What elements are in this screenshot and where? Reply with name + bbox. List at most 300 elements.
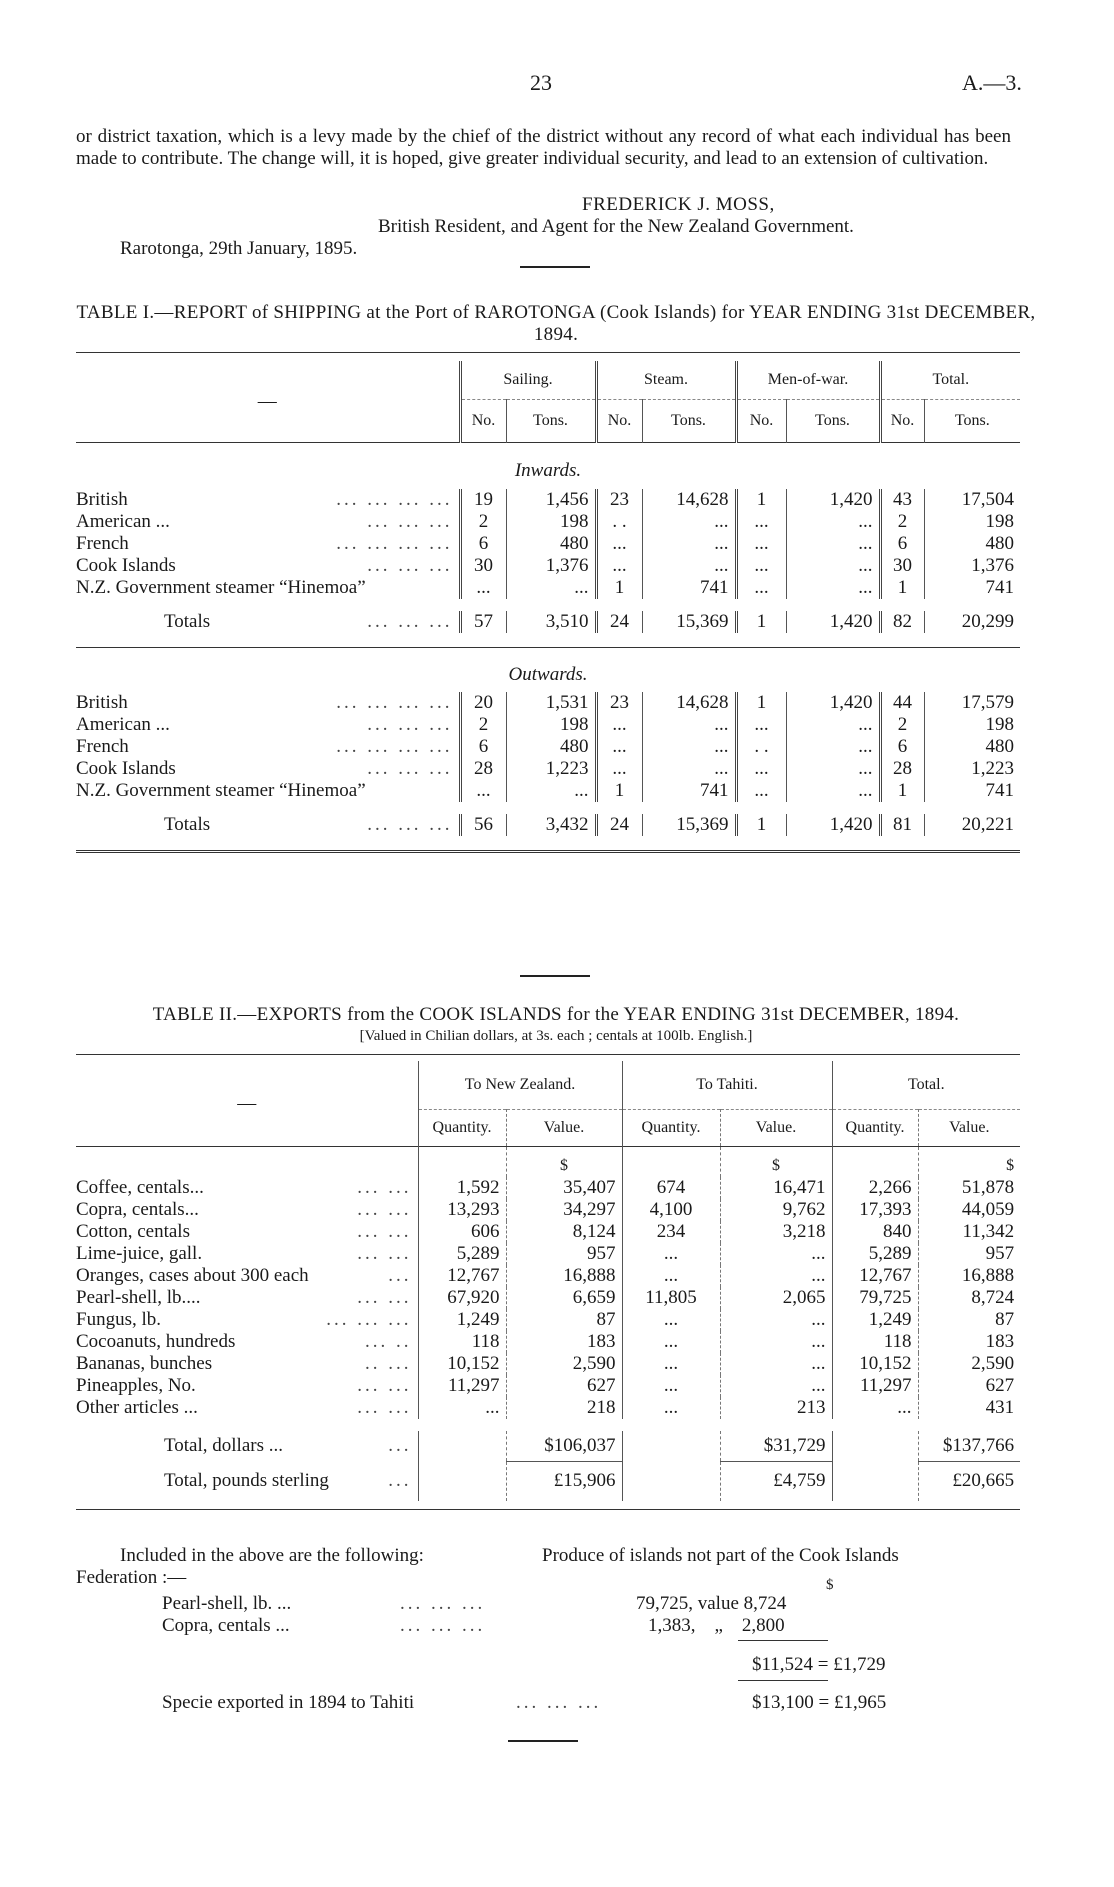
table-cell: 6,659 xyxy=(506,1287,622,1309)
sum-rule xyxy=(738,1640,828,1641)
table-cell: 6 xyxy=(460,533,506,555)
table-cell: 2 xyxy=(880,714,924,736)
table-cell: 17,579 xyxy=(924,692,1020,714)
table-cell: 234 xyxy=(622,1221,720,1243)
row-label-text: French xyxy=(76,736,129,757)
total-pounds-nz: £15,906 xyxy=(506,1461,622,1501)
pearl-shell-label: Pearl-shell, lb. ... xyxy=(162,1593,292,1614)
table-cell: 67,920 xyxy=(418,1287,506,1309)
leader-dots: ... ... ... xyxy=(367,714,453,735)
table-cell: 2 xyxy=(460,714,506,736)
table-row xyxy=(76,489,1020,511)
document-reference: A.—3. xyxy=(962,70,1022,95)
table2-header-tahiti: To Tahiti. xyxy=(622,1061,832,1110)
table-cell: 480 xyxy=(506,736,596,758)
table-cell: 20,221 xyxy=(924,814,1020,836)
row-label xyxy=(76,1243,418,1265)
table2-subheader: Quantity. xyxy=(418,1110,506,1147)
table-cell: ... xyxy=(736,714,786,736)
table-cell: 6 xyxy=(460,736,506,758)
table-cell: ... xyxy=(642,533,736,555)
leader-dots: ... ... ... xyxy=(326,1309,412,1330)
table-row xyxy=(76,1375,1020,1397)
section-divider xyxy=(508,1740,578,1742)
row-label-text: Other articles ... xyxy=(76,1397,198,1418)
table-cell: 198 xyxy=(924,511,1020,533)
table-cell: 44,059 xyxy=(918,1199,1020,1221)
table-cell: 1,420 xyxy=(786,489,880,511)
table-cell: ... xyxy=(596,758,642,780)
table-cell: 20,299 xyxy=(924,611,1020,633)
table-cell: 1,223 xyxy=(506,758,596,780)
leader-dots: ... ... ... ... xyxy=(336,692,453,713)
leader-dots: ... ... ... ... xyxy=(336,736,453,757)
leader-dots: ... ... xyxy=(357,1177,412,1198)
table-cell: 2 xyxy=(880,511,924,533)
table-cell: 13,293 xyxy=(418,1199,506,1221)
table-row xyxy=(76,780,1020,802)
row-label-text: Fungus, lb. xyxy=(76,1309,161,1330)
table-cell: 1 xyxy=(736,692,786,714)
table-cell: ... xyxy=(786,511,880,533)
table-cell: 1,249 xyxy=(832,1309,918,1331)
table-cell: 1,376 xyxy=(506,555,596,577)
table-row xyxy=(76,736,1020,758)
leader-dots: ... ... ... xyxy=(400,1615,486,1636)
pearl-shell-value: 79,725, value 8,724 xyxy=(636,1593,787,1614)
footnote-intro: Included in the above are the following: xyxy=(120,1545,424,1566)
table-cell: 118 xyxy=(418,1331,506,1353)
table-cell: ... xyxy=(596,714,642,736)
table-cell: 81 xyxy=(880,814,924,836)
table-cell: ... xyxy=(720,1375,832,1397)
row-label-text: N.Z. Government steamer “Hinemoa” xyxy=(76,780,366,801)
row-label xyxy=(76,555,460,577)
table-cell: ... xyxy=(642,511,736,533)
total-pounds-total: £20,665 xyxy=(918,1461,1020,1501)
signature-role: British Resident, and Agent for the New Zealand Government. xyxy=(378,216,854,237)
copra-value: 1,383, „ 2,800 xyxy=(648,1615,785,1636)
table-cell: ... xyxy=(736,533,786,555)
table-cell: 218 xyxy=(506,1397,622,1419)
table-cell: 1,531 xyxy=(506,692,596,714)
table2-subheader: Quantity. xyxy=(622,1110,720,1147)
table-cell: 87 xyxy=(918,1309,1020,1331)
table-row xyxy=(76,692,1020,714)
table1-header-sailing: Sailing. xyxy=(460,361,596,400)
table-cell: ... xyxy=(786,736,880,758)
row-label-text: Coffee, centals... xyxy=(76,1177,204,1198)
leader-dots: ... ... ... ... xyxy=(336,533,453,554)
table-cell: ... xyxy=(832,1397,918,1419)
table-cell: 741 xyxy=(924,780,1020,802)
table-cell: 5,289 xyxy=(832,1243,918,1265)
signature-name: FREDERICK J. MOSS, xyxy=(582,194,775,215)
table-row xyxy=(76,1199,1020,1221)
leader-dots: ... ... xyxy=(357,1199,412,1220)
row-label xyxy=(76,1353,418,1375)
table2-caption: TABLE II.—EXPORTS from the COOK ISLANDS for the YEAR ENDING 31st DECEMBER, 1894. xyxy=(152,1004,960,1025)
section-divider xyxy=(520,975,590,977)
leader-dots: ... ... ... xyxy=(516,1692,602,1713)
row-label-text: French xyxy=(76,533,129,554)
table-cell: 213 xyxy=(720,1397,832,1419)
row-label-text: British xyxy=(76,489,128,510)
table-row xyxy=(76,1243,1020,1265)
table-cell: ... xyxy=(460,780,506,802)
totals-row xyxy=(76,814,1020,836)
table-row xyxy=(76,714,1020,736)
total-pounds-tahiti: £4,759 xyxy=(720,1461,832,1501)
table1-header-steam: Steam. xyxy=(596,361,736,400)
row-label-text: Cocoanuts, hundreds xyxy=(76,1331,236,1352)
table-cell: 2,065 xyxy=(720,1287,832,1309)
leader-dots: ... xyxy=(388,1265,412,1286)
table-cell: 5,289 xyxy=(418,1243,506,1265)
table-cell: 11,342 xyxy=(918,1221,1020,1243)
table-row xyxy=(76,1221,1020,1243)
table-cell: 10,152 xyxy=(418,1353,506,1375)
table-cell: . . xyxy=(596,511,642,533)
leader-dots: ... ... ... xyxy=(367,511,453,532)
row-label xyxy=(76,1375,418,1397)
row-label xyxy=(76,692,460,714)
table-cell: 741 xyxy=(642,577,736,599)
table-cell: 1,249 xyxy=(418,1309,506,1331)
table-cell: ... xyxy=(642,555,736,577)
table1-subheader: No. xyxy=(736,400,786,443)
outwards-section-label: Outwards. xyxy=(508,664,588,685)
table-cell: ... xyxy=(786,714,880,736)
row-label xyxy=(76,1397,418,1419)
table-row xyxy=(76,1309,1020,1331)
table-cell: 1 xyxy=(596,780,642,802)
exports-table xyxy=(76,1054,1020,1510)
table-cell: 16,471 xyxy=(720,1177,832,1199)
table2-header-nz: To New Zealand. xyxy=(418,1061,622,1110)
table-row xyxy=(76,1331,1020,1353)
table-row xyxy=(76,1265,1020,1287)
leader-dots: ... ... ... xyxy=(367,611,453,632)
total-dollars-label: Total, dollars ... ... xyxy=(164,1435,412,1456)
table1-subheader: No. xyxy=(460,400,506,443)
table-cell: 6 xyxy=(880,736,924,758)
table-cell: ... xyxy=(622,1265,720,1287)
row-label-text: Cook Islands xyxy=(76,555,176,576)
total-dollars-tahiti: $31,729 xyxy=(720,1431,832,1461)
table-cell: 1,592 xyxy=(418,1177,506,1199)
intro-paragraph: or district taxation, which is a levy made by the chief of the district without any record of what each individual has been made to contribute. The change will, it is hoped, give greater individual security, and lead to an extension of cultivation. xyxy=(76,126,1011,169)
shipping-table xyxy=(76,352,1020,853)
table-cell: ... xyxy=(622,1353,720,1375)
row-label xyxy=(76,1199,418,1221)
row-label-text: American ... xyxy=(76,714,170,735)
totals-row xyxy=(76,611,1020,633)
leader-dots: ... ... xyxy=(357,1243,412,1264)
table1-subheader: No. xyxy=(880,400,924,443)
table-cell: 15,369 xyxy=(642,814,736,836)
table-cell: 1 xyxy=(596,577,642,599)
table-cell: 3,218 xyxy=(720,1221,832,1243)
row-label-text: British xyxy=(76,692,128,713)
table2-subheader: Value. xyxy=(506,1110,622,1147)
table-cell: 1,420 xyxy=(786,814,880,836)
table-cell: ... xyxy=(642,736,736,758)
table1-stub-header: — xyxy=(257,390,277,412)
table-row xyxy=(76,758,1020,780)
table-cell: 3,432 xyxy=(506,814,596,836)
row-label-text: Pineapples, No. xyxy=(76,1375,196,1396)
row-label xyxy=(76,1309,418,1331)
table-cell: 16,888 xyxy=(506,1265,622,1287)
leader-dots: ... ... xyxy=(357,1397,412,1418)
table-cell: 118 xyxy=(832,1331,918,1353)
table-cell: 198 xyxy=(506,714,596,736)
table-cell: 6 xyxy=(880,533,924,555)
table-cell: 20 xyxy=(460,692,506,714)
footnote-federation: Federation :— xyxy=(76,1567,187,1588)
table-cell: ... xyxy=(506,577,596,599)
leader-dots: ... ... xyxy=(357,1287,412,1308)
table-cell: ... xyxy=(736,780,786,802)
table-cell: 1 xyxy=(880,577,924,599)
table-cell: 183 xyxy=(506,1331,622,1353)
table-cell: 23 xyxy=(596,692,642,714)
table-cell: 19 xyxy=(460,489,506,511)
table-cell: ... xyxy=(720,1353,832,1375)
row-label xyxy=(76,1177,418,1199)
table-cell: 480 xyxy=(506,533,596,555)
copra-label: Copra, centals ... xyxy=(162,1615,290,1636)
table1-header-total: Total. xyxy=(880,361,1020,400)
table-cell: 2,266 xyxy=(832,1177,918,1199)
table-cell: 1,420 xyxy=(786,692,880,714)
table-cell: 183 xyxy=(918,1331,1020,1353)
table-cell: 30 xyxy=(460,555,506,577)
specie-value: $13,100 = £1,965 xyxy=(752,1692,887,1713)
table-cell: ... xyxy=(596,533,642,555)
row-label xyxy=(76,489,460,511)
row-label xyxy=(76,533,460,555)
row-label-text: Cook Islands xyxy=(76,758,176,779)
row-label-text: Bananas, bunches xyxy=(76,1353,213,1374)
row-label xyxy=(76,758,460,780)
row-label-text: Copra, centals... xyxy=(76,1199,199,1220)
table-cell: 82 xyxy=(880,611,924,633)
table2-subheader: Value. xyxy=(918,1110,1020,1147)
total-dollars-total: $137,766 xyxy=(918,1431,1020,1461)
table-cell: ... xyxy=(418,1397,506,1419)
row-label xyxy=(76,1331,418,1353)
specie-label: Specie exported in 1894 to Tahiti xyxy=(162,1692,415,1713)
row-label-text: Pearl-shell, lb.... xyxy=(76,1287,201,1308)
table-cell: 627 xyxy=(918,1375,1020,1397)
table-cell: ... xyxy=(642,714,736,736)
table1-header-menofwar: Men-of-war. xyxy=(736,361,880,400)
table-cell: 11,805 xyxy=(622,1287,720,1309)
table-row xyxy=(76,577,1020,599)
row-label xyxy=(76,577,460,599)
inwards-section-label: Inwards. xyxy=(514,460,582,481)
table-cell: 12,767 xyxy=(418,1265,506,1287)
table-cell: 1,456 xyxy=(506,489,596,511)
table-cell: 16,888 xyxy=(918,1265,1020,1287)
table-cell: 627 xyxy=(506,1375,622,1397)
table-cell: 957 xyxy=(506,1243,622,1265)
table-cell: 15,369 xyxy=(642,611,736,633)
table-cell: 28 xyxy=(880,758,924,780)
table-cell: 606 xyxy=(418,1221,506,1243)
table1-subheader: Tons. xyxy=(786,400,880,443)
table-cell: 23 xyxy=(596,489,642,511)
table-cell: 14,628 xyxy=(642,489,736,511)
table-row xyxy=(76,1287,1020,1309)
table-row xyxy=(76,1353,1020,1375)
row-label xyxy=(76,1287,418,1309)
table-cell: . . xyxy=(736,736,786,758)
table-cell: ... xyxy=(596,555,642,577)
footnote-subtotal: $11,524 = £1,729 xyxy=(752,1654,886,1675)
table-cell: 1,376 xyxy=(924,555,1020,577)
table-cell: ... xyxy=(786,780,880,802)
table-cell: 1 xyxy=(736,814,786,836)
table2-header-total: Total. xyxy=(832,1061,1020,1110)
row-label xyxy=(76,511,460,533)
table-cell: 79,725 xyxy=(832,1287,918,1309)
leader-dots: ... ... ... xyxy=(367,555,453,576)
row-label xyxy=(76,814,460,836)
total-pounds-label: Total, pounds sterling ... xyxy=(164,1470,412,1491)
table-cell: 741 xyxy=(642,780,736,802)
table2-subcaption: [Valued in Chilian dollars, at 3s. each ; centals at 100lb. English.] xyxy=(359,1028,753,1044)
table-cell: ... xyxy=(596,736,642,758)
table2-subheader: Value. xyxy=(720,1110,832,1147)
table-cell: ... xyxy=(736,758,786,780)
table-cell: 741 xyxy=(924,577,1020,599)
row-label xyxy=(76,1265,418,1287)
row-label-text: American ... xyxy=(76,511,170,532)
table-cell: 674 xyxy=(622,1177,720,1199)
row-label xyxy=(76,714,460,736)
table-cell: ... xyxy=(622,1375,720,1397)
table2-subheader: Quantity. xyxy=(832,1110,918,1147)
leader-dots: ... ... ... xyxy=(400,1593,486,1614)
table-cell: 480 xyxy=(924,533,1020,555)
table-cell: 198 xyxy=(924,714,1020,736)
table-cell: 198 xyxy=(506,511,596,533)
table-cell: ... xyxy=(622,1331,720,1353)
table-cell: 1 xyxy=(736,611,786,633)
table-cell: 2 xyxy=(460,511,506,533)
table-cell: 57 xyxy=(460,611,506,633)
footnote-intro-right: Produce of islands not part of the Cook Islands xyxy=(542,1545,899,1566)
leader-dots: ... ... xyxy=(357,1375,412,1396)
row-label xyxy=(76,736,460,758)
table1-subheader: Tons. xyxy=(506,400,596,443)
table1-subheader: Tons. xyxy=(924,400,1020,443)
table-cell: 2,590 xyxy=(918,1353,1020,1375)
table-cell: 24 xyxy=(596,611,642,633)
table-cell: 35,407 xyxy=(506,1177,622,1199)
table-cell: 11,297 xyxy=(418,1375,506,1397)
table-cell: 87 xyxy=(506,1309,622,1331)
table-cell: ... xyxy=(622,1309,720,1331)
table-cell: ... xyxy=(786,758,880,780)
table2-stub-header: — xyxy=(237,1092,257,1114)
leader-dots: ... ... ... ... xyxy=(336,489,453,510)
row-label-text: Totals xyxy=(164,611,211,632)
dollar-sign: $ xyxy=(918,1147,1020,1178)
table-cell: 1 xyxy=(880,780,924,802)
table-cell: ... xyxy=(720,1331,832,1353)
table-cell: 8,724 xyxy=(918,1287,1020,1309)
row-label xyxy=(76,611,460,633)
table-cell: 1 xyxy=(736,489,786,511)
table-cell: ... xyxy=(622,1243,720,1265)
table-cell: 12,767 xyxy=(832,1265,918,1287)
table-cell: 10,152 xyxy=(832,1353,918,1375)
row-label-text: N.Z. Government steamer “Hinemoa” xyxy=(76,577,366,598)
table-cell: 17,393 xyxy=(832,1199,918,1221)
table-cell: ... xyxy=(720,1309,832,1331)
table-cell: 4,100 xyxy=(622,1199,720,1221)
table-cell: 56 xyxy=(460,814,506,836)
table-cell: 8,124 xyxy=(506,1221,622,1243)
table-cell: 51,878 xyxy=(918,1177,1020,1199)
leader-dots: ... ... ... xyxy=(367,814,453,835)
table-cell: 957 xyxy=(918,1243,1020,1265)
table1-subheader: Tons. xyxy=(642,400,736,443)
table-cell: 480 xyxy=(924,736,1020,758)
table-cell: ... xyxy=(736,511,786,533)
table-cell: ... xyxy=(786,555,880,577)
row-label-text: Oranges, cases about 300 each xyxy=(76,1265,309,1286)
table-cell: ... xyxy=(642,758,736,780)
table-cell: ... xyxy=(736,577,786,599)
dollar-sign: $ xyxy=(826,1577,834,1593)
row-label-text: Totals xyxy=(164,814,211,835)
total-dollars-nz: $106,037 xyxy=(506,1431,622,1461)
table-cell: 28 xyxy=(460,758,506,780)
table-cell: ... xyxy=(786,577,880,599)
table-row xyxy=(76,511,1020,533)
leader-dots: ... ... xyxy=(357,1221,412,1242)
table-cell: 3,510 xyxy=(506,611,596,633)
table-cell: ... xyxy=(622,1397,720,1419)
row-label xyxy=(76,780,460,802)
table-cell: 30 xyxy=(880,555,924,577)
table-cell: ... xyxy=(506,780,596,802)
table-cell: ... xyxy=(460,577,506,599)
page-number: 23 xyxy=(530,70,552,95)
table-cell: 34,297 xyxy=(506,1199,622,1221)
table-row xyxy=(76,1177,1020,1199)
row-label-text: Cotton, centals xyxy=(76,1221,190,1242)
table-cell: 44 xyxy=(880,692,924,714)
table-cell: ... xyxy=(720,1243,832,1265)
table-cell: ... xyxy=(720,1265,832,1287)
table-cell: ... xyxy=(736,555,786,577)
table-cell: 9,762 xyxy=(720,1199,832,1221)
table-cell: 11,297 xyxy=(832,1375,918,1397)
table-cell: 2,590 xyxy=(506,1353,622,1375)
table-cell: 1,223 xyxy=(924,758,1020,780)
row-label xyxy=(76,1221,418,1243)
row-label-text: Lime-juice, gall. xyxy=(76,1243,203,1264)
dollar-sign: $ xyxy=(506,1147,622,1178)
section-divider xyxy=(520,266,590,268)
leader-dots: ... ... ... xyxy=(367,758,453,779)
